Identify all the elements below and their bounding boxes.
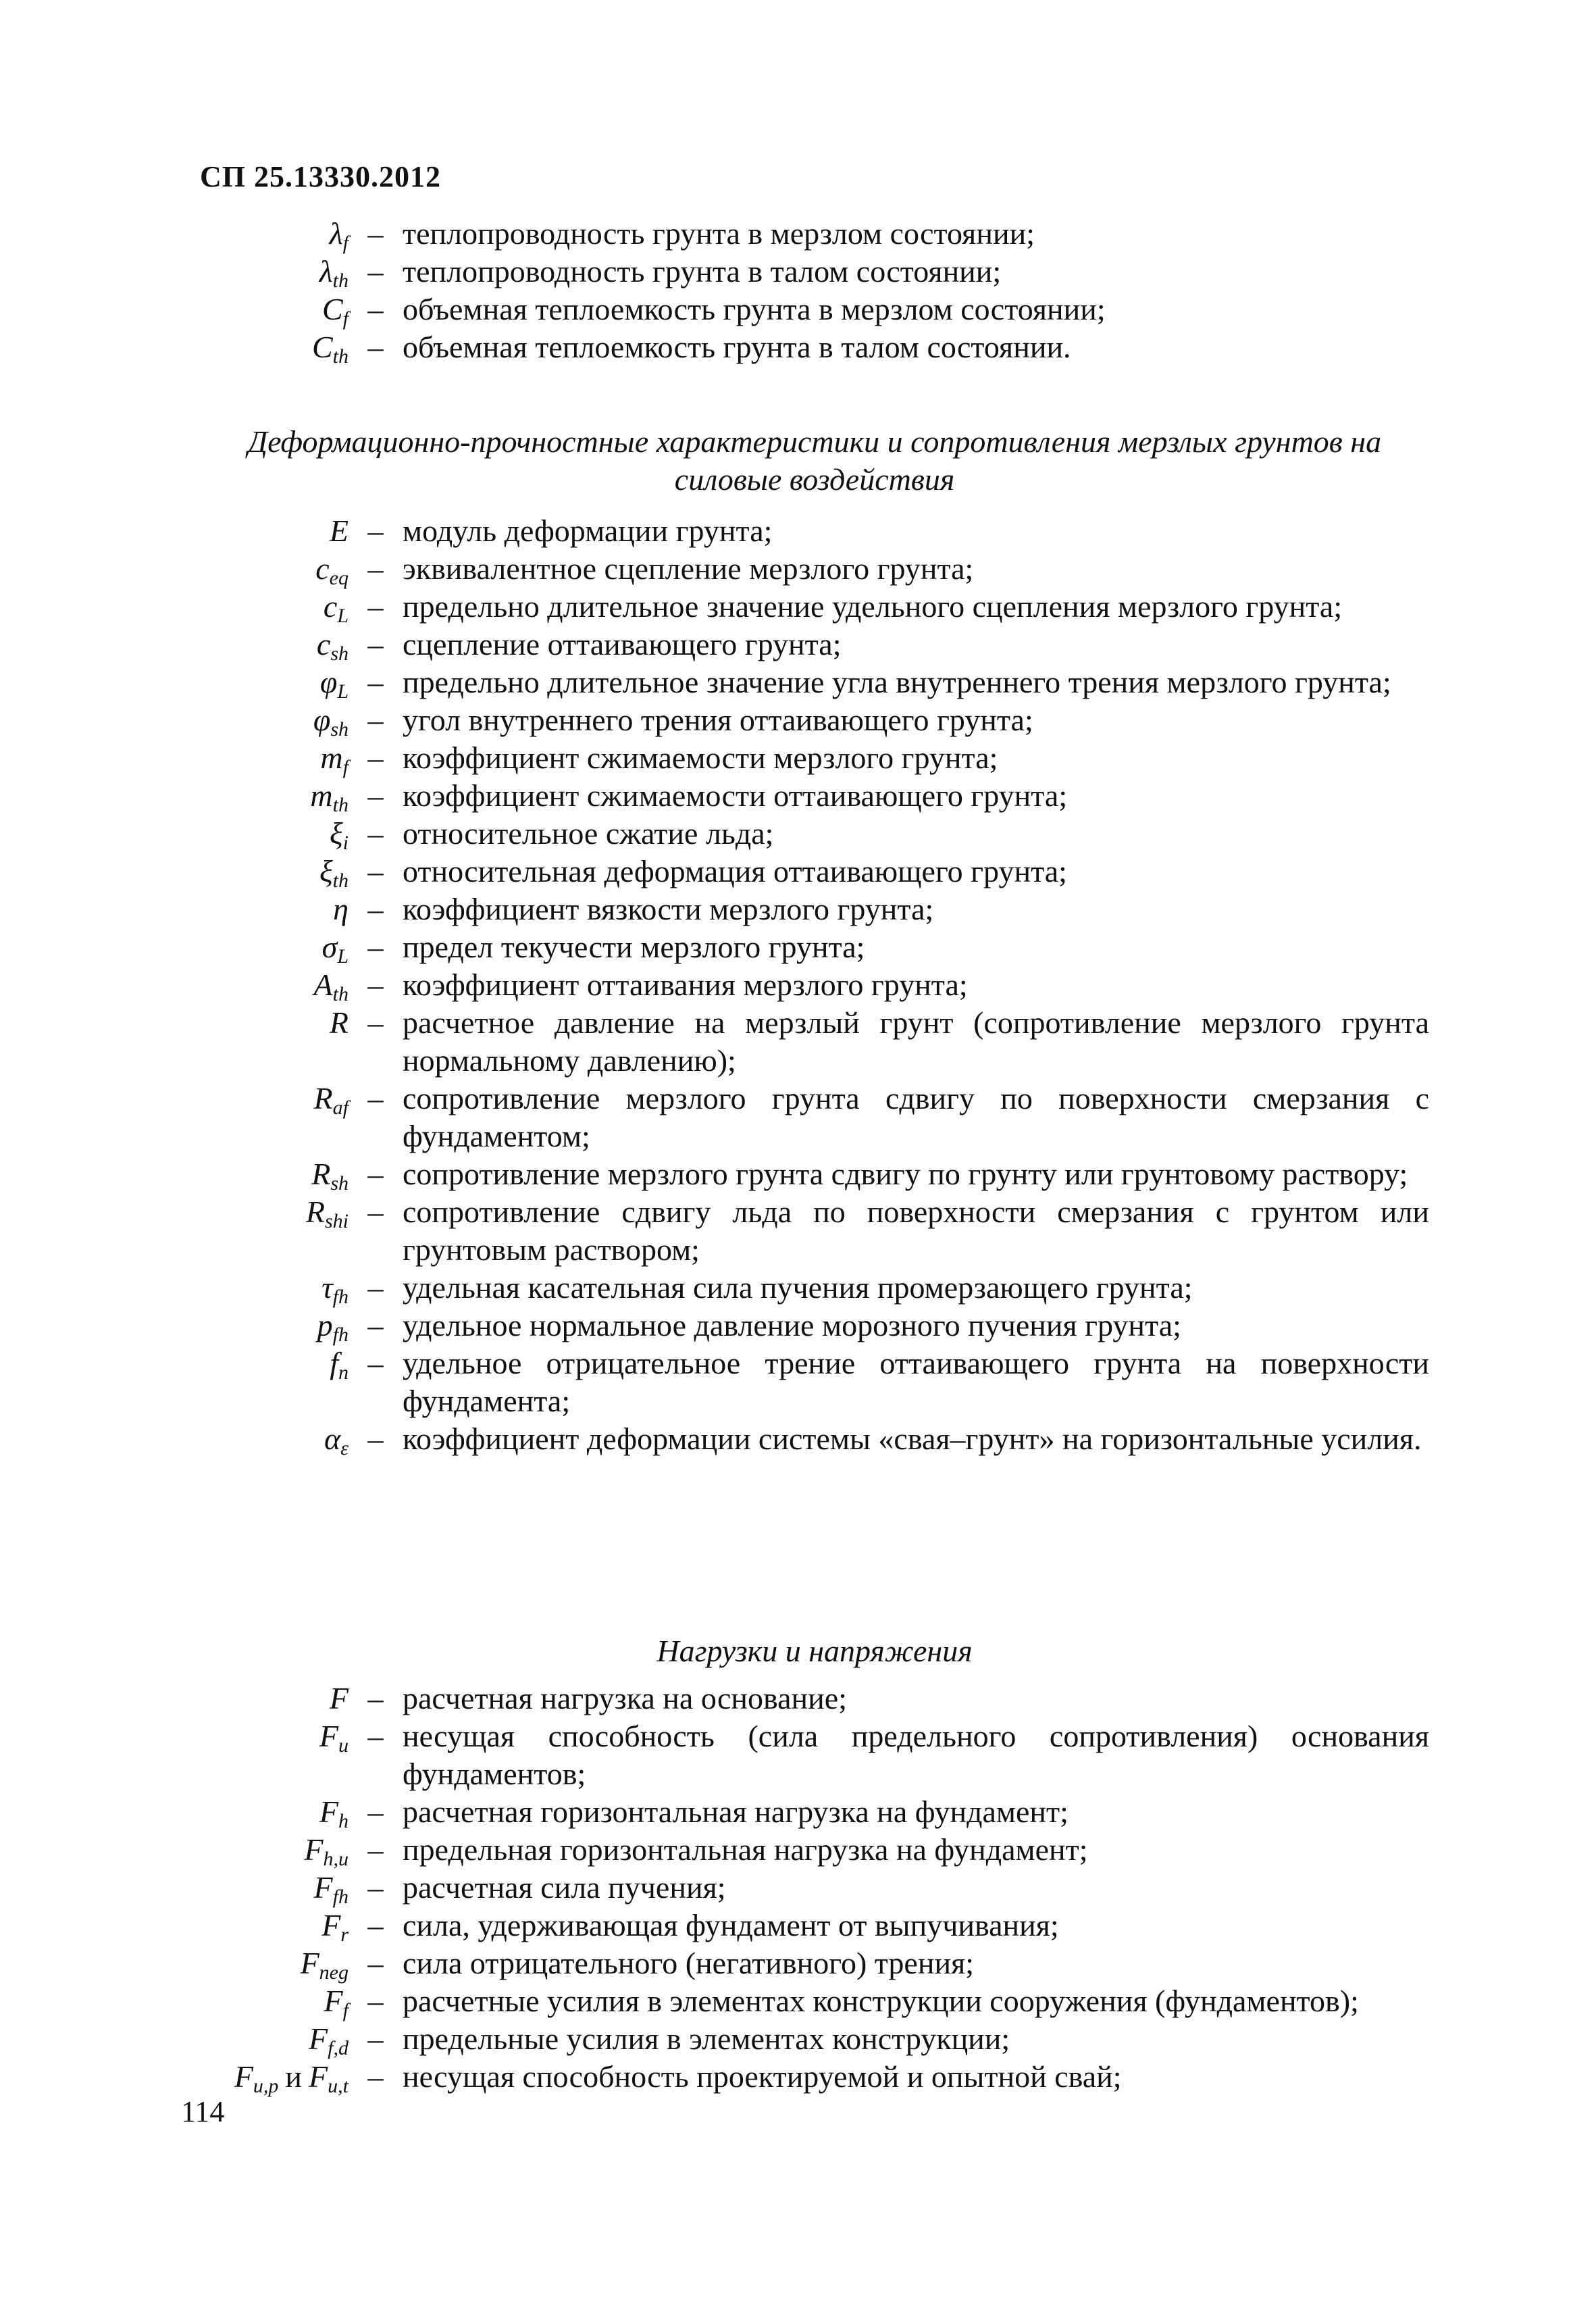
dash-separator: – xyxy=(367,513,384,548)
symbol-definition: теплопроводность грунта в талом состоянии; xyxy=(403,254,1002,288)
symbol-base: F xyxy=(309,2021,328,2056)
dash-separator: – xyxy=(367,1157,384,1191)
symbol-base: φ xyxy=(319,665,338,699)
symbol-definition: предельно длительное значение угла внутреннего трения мерзлого грунта; xyxy=(403,665,1391,699)
symbol-base: η xyxy=(333,892,349,926)
symbol-row xyxy=(200,1080,1429,1155)
symbol-row xyxy=(200,739,1429,777)
symbol-subscript: fh xyxy=(332,1286,349,1308)
symbol-definition: сопротивление мерзлого грунта сдвигу по грунту или грунтовому раствору; xyxy=(403,1157,1408,1191)
symbol xyxy=(200,853,349,890)
symbol-definition: расчетные усилия в элементах конструкции сооружения (фундаментов); xyxy=(403,1984,1359,2018)
dash-separator: – xyxy=(367,1832,384,1867)
dash-separator: – xyxy=(367,2059,384,2094)
symbol-subscript: r xyxy=(340,1923,349,1946)
symbol-base: F xyxy=(319,1719,338,1753)
symbol-base: F xyxy=(300,1946,319,1980)
symbol-definition: сила отрицательного (негативного) трения; xyxy=(403,1946,975,1980)
symbol-row xyxy=(200,253,1429,291)
symbol-definition: сцепление оттаивающего грунта; xyxy=(403,627,842,661)
dash-separator: – xyxy=(367,2021,384,2056)
symbol-definition: предельно длительное значение удельного сцепления мерзлого грунта; xyxy=(403,589,1343,624)
symbol-base: F xyxy=(309,2059,328,2094)
symbol xyxy=(200,512,349,550)
symbol-base: F xyxy=(313,1870,333,1905)
symbol xyxy=(200,701,349,739)
symbol-subscript: i xyxy=(342,832,349,854)
heading-line: Деформационно-прочностные характеристики и сопротивления мерзлых грунтов на xyxy=(247,424,1382,459)
symbol-list xyxy=(200,512,1429,1458)
dash-separator: – xyxy=(367,1422,384,1456)
heading-line: силовые воздействия xyxy=(674,462,955,497)
dash-separator: – xyxy=(367,330,384,364)
dash-separator: – xyxy=(367,1946,384,1980)
symbol-base: m xyxy=(310,778,333,813)
symbol-row xyxy=(200,1193,1429,1269)
symbol-base: ξ xyxy=(319,854,333,888)
symbol-base: R xyxy=(313,1081,333,1115)
symbol-row xyxy=(200,2020,1429,2058)
dash-separator: – xyxy=(367,1308,384,1342)
symbol-base: c xyxy=(323,589,338,624)
symbol-definition: модуль деформации грунта; xyxy=(403,513,773,548)
symbol-subscript: f xyxy=(342,756,349,778)
symbol-definition: предельная горизонтальная нагрузка на фундамент; xyxy=(403,1832,1088,1867)
symbol-subscript: u xyxy=(338,1734,349,1757)
symbol xyxy=(200,1269,349,1307)
dash-separator: – xyxy=(367,1870,384,1905)
symbol-subscript: L xyxy=(337,945,349,967)
dash-separator: – xyxy=(367,627,384,661)
symbol-row xyxy=(200,1344,1429,1420)
symbol-subscript: L xyxy=(337,605,349,627)
dash-separator: – xyxy=(367,967,384,1002)
symbol-definition: коэффициент оттаивания мерзлого грунта; xyxy=(403,967,968,1002)
symbol-row xyxy=(200,2058,1429,2096)
symbol-row xyxy=(200,928,1429,966)
dash-separator: – xyxy=(367,1794,384,1829)
symbol-row xyxy=(200,215,1429,253)
symbol-base: C xyxy=(321,292,343,326)
symbol-subscript: fh xyxy=(332,1324,349,1346)
symbol-row xyxy=(200,328,1429,366)
symbol-definition: сопротивление мерзлого грунта сдвигу по поверхности смерзания с фундаментом; xyxy=(403,1081,1429,1153)
symbol xyxy=(200,588,349,626)
dash-separator: – xyxy=(367,816,384,851)
symbol-definition: относительная деформация оттаивающего грунта; xyxy=(403,854,1067,888)
symbol-base: p xyxy=(317,1308,333,1342)
symbol-definition: предел текучести мерзлого грунта; xyxy=(403,930,865,964)
symbol xyxy=(200,328,349,366)
symbol-base: F xyxy=(324,1984,343,2018)
symbol-subscript: u,t xyxy=(328,2075,349,2097)
symbol xyxy=(200,890,349,928)
symbol-subscript: af xyxy=(332,1097,349,1119)
symbol-row xyxy=(200,1869,1429,1907)
symbol-base: A xyxy=(313,967,333,1002)
section-heading xyxy=(200,423,1429,499)
symbol-definition: удельное нормальное давление морозного пучения грунта; xyxy=(403,1308,1181,1342)
symbol xyxy=(200,1680,349,1717)
symbol xyxy=(200,1982,349,2020)
symbol-row xyxy=(200,1420,1429,1458)
symbol-base: λ xyxy=(329,216,343,251)
symbol-row xyxy=(200,966,1429,1004)
symbol xyxy=(200,1420,349,1458)
symbol-row xyxy=(200,815,1429,853)
symbol-row xyxy=(200,777,1429,815)
symbol-row xyxy=(200,1307,1429,1344)
symbol-definition: несущая способность проектируемой и опытной свай; xyxy=(403,2059,1122,2094)
page-number: 114 xyxy=(181,2095,225,2128)
symbol xyxy=(200,1080,349,1117)
symbol-definition: расчетная сила пучения; xyxy=(403,1870,726,1905)
symbol-subscript: n xyxy=(338,1361,349,1384)
symbol xyxy=(200,550,349,588)
symbol-definition: эквивалентное сцепление мерзлого грунта; xyxy=(403,551,974,586)
symbol xyxy=(200,663,349,701)
symbol-row xyxy=(200,701,1429,739)
dash-separator: – xyxy=(367,1681,384,1715)
symbol-subscript: th xyxy=(332,270,349,292)
symbol-subscript: f,d xyxy=(328,2037,349,2059)
symbol-subscript: h xyxy=(338,1810,349,1832)
symbol-row xyxy=(200,291,1429,328)
symbol-definition: относительное сжатие льда; xyxy=(403,816,774,851)
symbol-base: f xyxy=(330,1346,338,1380)
dash-separator: – xyxy=(367,1719,384,1753)
symbol-definition: коэффициент сжимаемости мерзлого грунта; xyxy=(403,740,998,775)
symbol-subscript: f xyxy=(342,232,349,254)
symbol-base: R xyxy=(305,1194,325,1229)
symbol xyxy=(200,626,349,663)
symbol-row xyxy=(200,626,1429,663)
symbol-base: F xyxy=(304,1832,324,1867)
document-code: СП 25.13330.2012 xyxy=(200,160,441,193)
symbol xyxy=(200,739,349,777)
symbol-row xyxy=(200,1717,1429,1793)
symbol-subscript: th xyxy=(332,870,349,892)
symbol xyxy=(200,1793,349,1831)
symbol xyxy=(200,1307,349,1344)
section-deformation xyxy=(200,423,1429,1458)
symbol-subscript: shi xyxy=(324,1210,349,1232)
symbol xyxy=(200,1193,349,1231)
symbol-subscript: th xyxy=(332,983,349,1005)
symbol-subscript: f xyxy=(342,1999,349,2021)
symbol xyxy=(200,253,349,291)
dash-separator: – xyxy=(367,892,384,926)
symbol-row xyxy=(200,853,1429,890)
symbol-row xyxy=(200,1944,1429,1982)
dash-separator: – xyxy=(367,1005,384,1040)
dash-separator: – xyxy=(367,740,384,775)
symbol-row xyxy=(200,550,1429,588)
symbol-base: α xyxy=(324,1422,341,1456)
symbol xyxy=(200,2020,349,2058)
symbol-subscript: sh xyxy=(330,643,349,665)
symbol-subscript: u,p xyxy=(253,2075,279,2097)
symbol-base: c xyxy=(315,551,330,586)
symbol-row xyxy=(200,1793,1429,1831)
symbol-subscript: L xyxy=(337,680,349,703)
symbol-definition: сила, удерживающая фундамент от выпучивания; xyxy=(403,1908,1059,1942)
symbol-base: F xyxy=(329,1681,349,1715)
dash-separator: – xyxy=(367,589,384,624)
symbol-row xyxy=(200,1155,1429,1193)
symbol-base: F xyxy=(321,1908,341,1942)
symbol-definition: удельное отрицательное трение оттаивающего грунта на поверхности фундамента; xyxy=(403,1346,1429,1418)
symbol xyxy=(200,2058,349,2096)
symbol-row xyxy=(200,1982,1429,2020)
symbol xyxy=(200,1717,349,1755)
symbol-definition: предельные усилия в элементах конструкции; xyxy=(403,2021,1010,2056)
symbol-definition: угол внутреннего трения оттаивающего грунта; xyxy=(403,703,1033,737)
section-loads xyxy=(200,1632,1429,2096)
symbol-definition: сопротивление сдвигу льда по поверхности смерзания с грунтом или грунтовым раствором; xyxy=(403,1194,1429,1267)
symbol-subscript: sh xyxy=(330,718,349,740)
symbol-base: R xyxy=(329,1005,349,1040)
symbol-base: R xyxy=(311,1157,331,1191)
symbol xyxy=(200,1944,349,1982)
symbol-definition: объемная теплоемкость грунта в мерзлом состоянии; xyxy=(403,292,1106,326)
symbol-subscript: eq xyxy=(329,567,349,589)
symbol-definition: удельная касательная сила пучения промерзающего грунта; xyxy=(403,1270,1193,1305)
symbol-base: τ xyxy=(321,1270,333,1305)
symbol-subscript: sh xyxy=(330,1172,349,1194)
symbol-base: φ xyxy=(313,703,331,737)
symbol-row xyxy=(200,663,1429,701)
symbol xyxy=(200,777,349,815)
symbol-definition: коэффициент сжимаемости оттаивающего грунта; xyxy=(403,778,1068,813)
dash-separator: – xyxy=(367,930,384,964)
symbol-base: ξ xyxy=(329,816,343,851)
symbol-base: c xyxy=(316,627,331,661)
dash-separator: – xyxy=(367,1194,384,1229)
dash-separator: – xyxy=(367,1270,384,1305)
symbol-row xyxy=(200,1004,1429,1080)
symbol xyxy=(200,291,349,328)
symbol-definition: расчетная горизонтальная нагрузка на фундамент; xyxy=(403,1794,1069,1829)
symbol xyxy=(200,1344,349,1382)
dash-separator: – xyxy=(367,703,384,737)
dash-separator: – xyxy=(367,1908,384,1942)
symbol-row xyxy=(200,588,1429,626)
symbol xyxy=(200,1831,349,1869)
symbol-row xyxy=(200,512,1429,550)
symbol-definition: объемная теплоемкость грунта в талом состоянии. xyxy=(403,330,1071,364)
dash-separator: – xyxy=(367,551,384,586)
symbol-definition: несущая способность (сила предельного сопротивления) основания фундаментов; xyxy=(403,1719,1429,1791)
symbol xyxy=(200,215,349,253)
symbol-base: F xyxy=(234,2059,253,2094)
symbol-subscript: ε xyxy=(340,1437,349,1459)
symbol-subscript: h,u xyxy=(323,1848,349,1870)
symbol-row xyxy=(200,1831,1429,1869)
dash-separator: – xyxy=(367,1984,384,2018)
symbol xyxy=(200,815,349,853)
dash-separator: – xyxy=(367,665,384,699)
symbol-definition: коэффициент вязкости мерзлого грунта; xyxy=(403,892,934,926)
symbol-base: m xyxy=(320,740,343,775)
symbol-subscript: th xyxy=(332,794,349,816)
symbol xyxy=(200,1907,349,1944)
symbol-definition: теплопроводность грунта в мерзлом состоянии; xyxy=(403,216,1035,251)
symbol-subscript: f xyxy=(342,307,349,330)
symbol-definition: расчетное давление на мерзлый грунт (сопротивление мерзлого грунта нормальному давлению); xyxy=(403,1005,1429,1078)
dash-separator: – xyxy=(367,254,384,288)
symbol-base: F xyxy=(319,1794,338,1829)
symbol-subscript: fh xyxy=(332,1886,349,1908)
symbol-subscript: th xyxy=(332,345,349,368)
symbol xyxy=(200,1004,349,1042)
symbol-base: C xyxy=(311,330,333,364)
symbol xyxy=(200,1869,349,1907)
symbol-row xyxy=(200,1680,1429,1717)
symbol xyxy=(200,1155,349,1193)
conjunction: и xyxy=(285,2059,303,2094)
section-heading: Нагрузки и напряжения xyxy=(657,1634,973,1668)
intro-symbol-list xyxy=(200,215,1429,366)
symbol-row xyxy=(200,890,1429,928)
dash-separator: – xyxy=(367,854,384,888)
dash-separator: – xyxy=(367,216,384,251)
symbol-row xyxy=(200,1907,1429,1944)
symbol-subscript: neg xyxy=(319,1961,349,1984)
symbol-row xyxy=(200,1269,1429,1307)
dash-separator: – xyxy=(367,778,384,813)
dash-separator: – xyxy=(367,1346,384,1380)
symbol-definition: расчетная нагрузка на основание; xyxy=(403,1681,847,1715)
symbol-base: E xyxy=(329,513,349,548)
symbol-definition: коэффициент деформации системы «свая–грунт» на горизонтальные усилия. xyxy=(403,1422,1422,1456)
symbol xyxy=(200,966,349,1004)
symbol-base: σ xyxy=(321,930,338,964)
symbol-base: λ xyxy=(319,254,333,288)
symbol-list xyxy=(200,1680,1429,2096)
dash-separator: – xyxy=(367,1081,384,1115)
symbol xyxy=(200,928,349,966)
dash-separator: – xyxy=(367,292,384,326)
